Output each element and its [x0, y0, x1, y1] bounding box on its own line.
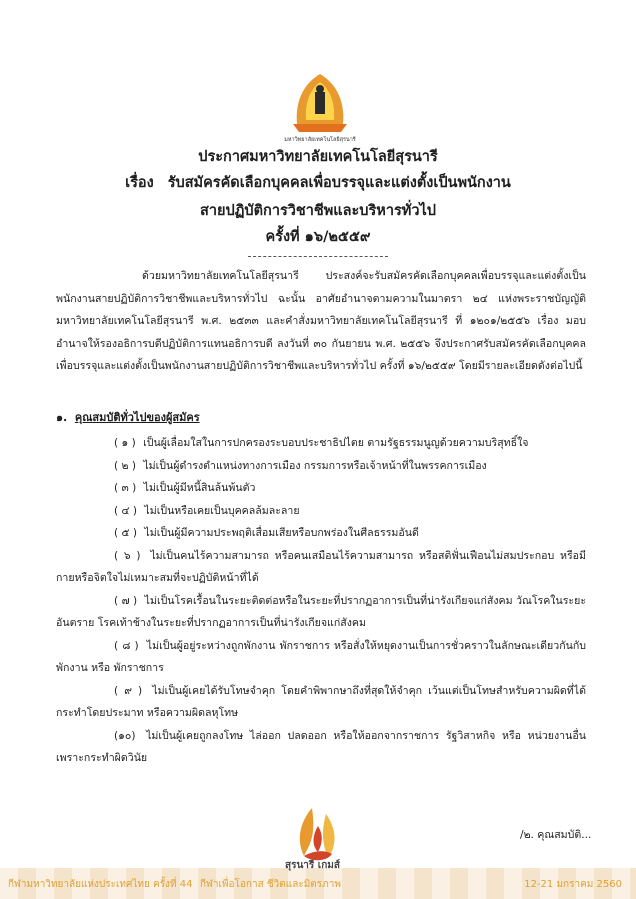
item-number: ( ๔ ) [114, 504, 138, 517]
item-number: (๑๐) [114, 729, 136, 742]
university-seal-icon [275, 72, 365, 144]
announcement-round: ครั้งที่ ๑๖/๒๕๕๙ [265, 229, 371, 245]
list-item [56, 455, 586, 478]
header-divider [248, 256, 388, 257]
item-text: ไม่เป็นผู้ดำรงตำแหน่งทางการเมือง กรรมการหรือเจ้าหน้าที่ในพรรคการเมือง [143, 459, 487, 472]
section-1-title: คุณสมบัติทั่วไปของผู้สมัคร [74, 411, 200, 424]
list-item [56, 590, 586, 635]
announcement-title: ประกาศมหาวิทยาลัยเทคโนโลยีสุรนารี [198, 149, 438, 165]
subject-label: เรื่อง [125, 175, 154, 191]
item-number: ( ๖ ) [114, 549, 141, 562]
section-1-heading [56, 408, 200, 426]
footer-center-text: กีฬาเพื่อโอกาส ชีวิตและมิตรภาพ [200, 879, 341, 890]
item-text: เป็นผู้เลื่อมใสในการปกครองระบอบประชาธิปไตย ตามรัฐธรรมนูญด้วยความบริสุทธิ์ใจ [143, 437, 529, 449]
item-number: ( ๙ ) [114, 684, 143, 697]
item-text: ไม่เป็นผู้อยู่ระหว่างถูกพักงาน พักราชการ หรือสั่งให้หยุดงานเป็นการชั่วคราวในลักษณะเดียวกันกับพักงาน หรือ พักราชการ [56, 639, 586, 674]
list-item [56, 725, 586, 770]
item-text: ไม่เป็นหรือเคยเป็นบุคคลล้มละลาย [144, 504, 300, 517]
item-text: ไม่เป็นผู้เคยถูกลงโทษ ไล่ออก ปลดออก หรือให้ออกจากราชการ รัฐวิสาหกิจ หรือ หน่วยงานอื่นเพราะกระทำผิดวินัย [56, 729, 586, 764]
qualification-list [56, 432, 586, 770]
item-number: ( ๓ ) [114, 482, 137, 494]
subject-line-1 [60, 176, 576, 191]
section-1-number: ๑. [56, 411, 68, 424]
item-text: ไม่เป็นผู้เคยได้รับโทษจำคุก โดยคำพิพากษาถึงที่สุดให้จำคุก เว้นแต่เป็นโทษสำหรับความผิดที่ได้กระทำโดยประมาท หรือความผิดลหุโทษ [56, 684, 586, 719]
list-item [56, 522, 586, 545]
intro-text: ด้วยมหาวิทยาลัยเทคโนโลยีสุรนารี ประสงค์จะรับสมัครคัดเลือกบุคคลเพื่อบรรจุและแต่งตั้งเป็นพนักงานสายปฏิบัติการวิชาชีพและบริหารทั่วไป ฉะนั้น อาศัยอำนาจตามความในมาตรา ๒๔ แห่งพระราชบัญญัติมหาวิทยาลัยเทคโนโลยีสุรนารี พ.ศ. ๒๕๓๓ และคำสั่งมหาวิทยาลัยเทคโนโลยีสุรนารี ที่ ๑๒๐๑/๒๕๕๖ เรื่อง มอบอำนาจให้รองอธิการบดีปฏิบัติการแทนอธิการบดี ลงวันที่ ๓๐ กันยายน พ.ศ. ๒๕๕๖ จึงประกาศรับสมัครคัดเลือกบุคคลเพื่อบรรจุและแต่งตั้งเป็นพนักงานสายปฏิบัติการวิชาชีพและบริหารทั่วไป ครั้งที่ ๑๖/๒๕๕๙ โดยมีรายละเอียดดังต่อไปนี้ [56, 270, 586, 372]
item-text: ไม่เป็นโรคเรื้อนในระยะติดต่อหรือในระยะที่ปรากฏอาการเป็นที่น่ารังเกียจแก่สังคม วัณโรคในระยะอันตราย โรคเท้าช้างในระยะที่ปรากฏอาการเป็นที่น่ารังเกียจแก่สังคม [56, 594, 587, 629]
item-number: ( ๒ ) [114, 459, 136, 472]
footer-left-text: กีฬามหาวิทยาลัยแห่งประเทศไทย ครั้งที่ 44 [8, 879, 193, 890]
item-number: ( ๗ ) [114, 594, 138, 607]
list-item [56, 432, 586, 455]
item-number: ( ๑ ) [114, 437, 136, 449]
item-text: ไม่เป็นผู้มีหนี้สินล้นพ้นตัว [143, 482, 256, 494]
item-text: ไม่เป็นผู้มีความประพฤติเสื่อมเสียหรือบกพร่องในศีลธรรมอันดี [144, 527, 419, 539]
footer-date: 12-21 มกราคม 2560 [524, 879, 622, 890]
item-number: ( ๕ ) [114, 527, 138, 539]
intro-paragraph [56, 265, 586, 378]
list-item [56, 545, 586, 590]
continuation-note: /๒. คุณสมบัติ... [520, 829, 592, 841]
list-item [56, 477, 586, 500]
subject-text-1: รับสมัครคัดเลือกบุคคลเพื่อบรรจุและแต่งตั้งเป็นพนักงาน [167, 175, 511, 191]
list-item [56, 500, 586, 523]
games-brand: สุรนารี เกมส์ [285, 860, 340, 871]
list-item [56, 680, 586, 725]
logo-caption: มหาวิทยาลัยเทคโนโลยีสุรนารี [284, 137, 356, 143]
item-number: ( ๘ ) [114, 639, 139, 652]
item-text: ไม่เป็นคนไร้ความสามารถ หรือคนเสมือนไร้ความสามารถ หรือสติฟั่นเฟือนไม่สมประกอบ หรือมีกายหรือจิตใจไม่เหมาะสมที่จะปฏิบัติหน้าที่ได้ [56, 549, 586, 584]
subject-line-2: สายปฏิบัติการวิชาชีพและบริหารทั่วไป [200, 203, 436, 219]
list-item [56, 635, 586, 680]
